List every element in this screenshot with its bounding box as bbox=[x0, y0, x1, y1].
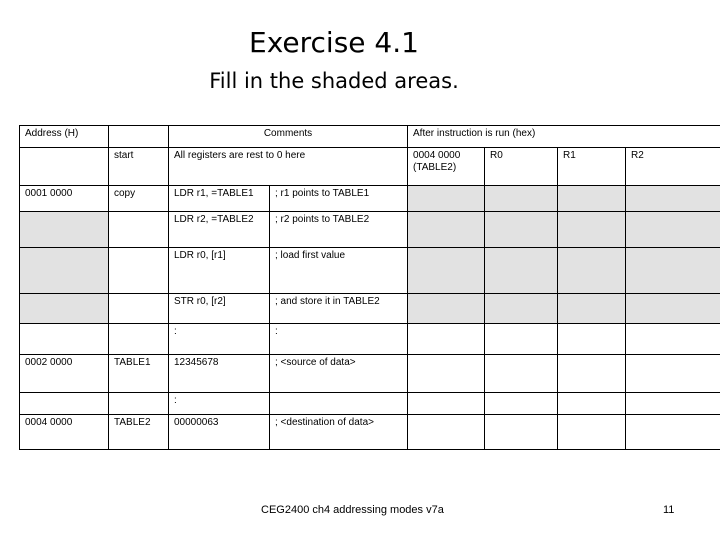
shaded-answer-cell[interactable] bbox=[626, 212, 720, 248]
row-address: 0002 0000 bbox=[20, 355, 109, 393]
row-instruction: LDR r0, [r1] bbox=[169, 248, 270, 294]
row-instruction: 12345678 bbox=[169, 355, 270, 393]
row-label bbox=[109, 212, 169, 248]
row-instruction: LDR r2, =TABLE2 bbox=[169, 212, 270, 248]
row-label bbox=[109, 294, 169, 324]
shaded-answer-cell[interactable] bbox=[558, 186, 626, 212]
shaded-answer-cell[interactable] bbox=[408, 186, 485, 212]
shaded-answer-cell[interactable] bbox=[485, 186, 558, 212]
row-comment: : bbox=[270, 324, 408, 355]
shaded-answer-cell[interactable] bbox=[408, 248, 485, 294]
empty-cell bbox=[558, 324, 626, 355]
start-label: start bbox=[109, 148, 169, 186]
empty-cell bbox=[485, 324, 558, 355]
header-row bbox=[20, 126, 720, 148]
slide-title: Exercise 4.1 bbox=[249, 26, 419, 59]
row-instruction: : bbox=[169, 393, 270, 415]
empty-cell bbox=[626, 324, 720, 355]
empty-cell bbox=[408, 324, 485, 355]
shaded-answer-cell[interactable] bbox=[485, 248, 558, 294]
shaded-answer-cell[interactable] bbox=[626, 294, 720, 324]
r2-header: R2 bbox=[626, 148, 720, 186]
row-instruction: 00000063 bbox=[169, 415, 270, 450]
row-address: 0001 0000 bbox=[20, 186, 109, 212]
table-row bbox=[20, 324, 720, 355]
shaded-address-cell[interactable] bbox=[20, 212, 109, 248]
shaded-answer-cell[interactable] bbox=[558, 212, 626, 248]
row-label: TABLE1 bbox=[109, 355, 169, 393]
row-address bbox=[20, 393, 109, 415]
table-row bbox=[20, 393, 720, 415]
row-label bbox=[109, 248, 169, 294]
shaded-address-cell[interactable] bbox=[20, 248, 109, 294]
empty-cell bbox=[558, 415, 626, 450]
after-address-value: 0004 0000 (TABLE2) bbox=[408, 148, 485, 186]
row-label: TABLE2 bbox=[109, 415, 169, 450]
row-comment bbox=[270, 393, 408, 415]
header-address: Address (H) bbox=[20, 126, 109, 148]
empty-cell bbox=[485, 393, 558, 415]
row-comment: ; <destination of data> bbox=[270, 415, 408, 450]
slide-footer: CEG2400 ch4 addressing modes v7a bbox=[261, 504, 444, 516]
table-row bbox=[20, 248, 720, 294]
r1-header: R1 bbox=[558, 148, 626, 186]
empty-cell bbox=[485, 415, 558, 450]
empty-cell bbox=[408, 355, 485, 393]
row-comment: ; and store it in TABLE2 bbox=[270, 294, 408, 324]
page-number: 11 bbox=[663, 504, 675, 516]
shaded-answer-cell[interactable] bbox=[408, 212, 485, 248]
start-address-cell bbox=[20, 148, 109, 186]
start-comment: All registers are rest to 0 here bbox=[169, 148, 408, 186]
r0-header: R0 bbox=[485, 148, 558, 186]
row-instruction: : bbox=[169, 324, 270, 355]
row-comment: ; r1 points to TABLE1 bbox=[270, 186, 408, 212]
empty-cell bbox=[485, 355, 558, 393]
shaded-answer-cell[interactable] bbox=[485, 212, 558, 248]
shaded-answer-cell[interactable] bbox=[558, 294, 626, 324]
empty-cell bbox=[626, 415, 720, 450]
shaded-answer-cell[interactable] bbox=[558, 248, 626, 294]
slide-subtitle: Fill in the shaded areas. bbox=[209, 69, 459, 93]
row-label bbox=[109, 324, 169, 355]
header-label-cell bbox=[109, 126, 169, 148]
header-comments: Comments bbox=[169, 126, 408, 148]
empty-cell bbox=[408, 393, 485, 415]
shaded-answer-cell[interactable] bbox=[408, 294, 485, 324]
empty-cell bbox=[558, 355, 626, 393]
row-label bbox=[109, 393, 169, 415]
empty-cell bbox=[626, 355, 720, 393]
row-label: copy bbox=[109, 186, 169, 212]
row-address bbox=[20, 324, 109, 355]
exercise-table bbox=[19, 125, 720, 450]
shaded-answer-cell[interactable] bbox=[626, 186, 720, 212]
empty-cell bbox=[626, 393, 720, 415]
shaded-answer-cell[interactable] bbox=[626, 248, 720, 294]
shaded-answer-cell[interactable] bbox=[485, 294, 558, 324]
table-row bbox=[20, 294, 720, 324]
row-instruction: STR r0, [r2] bbox=[169, 294, 270, 324]
table-row bbox=[20, 355, 720, 393]
table-row bbox=[20, 212, 720, 248]
row-address: 0004 0000 bbox=[20, 415, 109, 450]
row-comment: ; <source of data> bbox=[270, 355, 408, 393]
row-comment: ; r2 points to TABLE2 bbox=[270, 212, 408, 248]
table-row bbox=[20, 415, 720, 450]
header-after: After instruction is run (hex) bbox=[408, 126, 720, 148]
shaded-address-cell[interactable] bbox=[20, 294, 109, 324]
table-row bbox=[20, 186, 720, 212]
empty-cell bbox=[408, 415, 485, 450]
row-instruction: LDR r1, =TABLE1 bbox=[169, 186, 270, 212]
row-comment: ; load first value bbox=[270, 248, 408, 294]
start-row bbox=[20, 148, 720, 186]
empty-cell bbox=[558, 393, 626, 415]
